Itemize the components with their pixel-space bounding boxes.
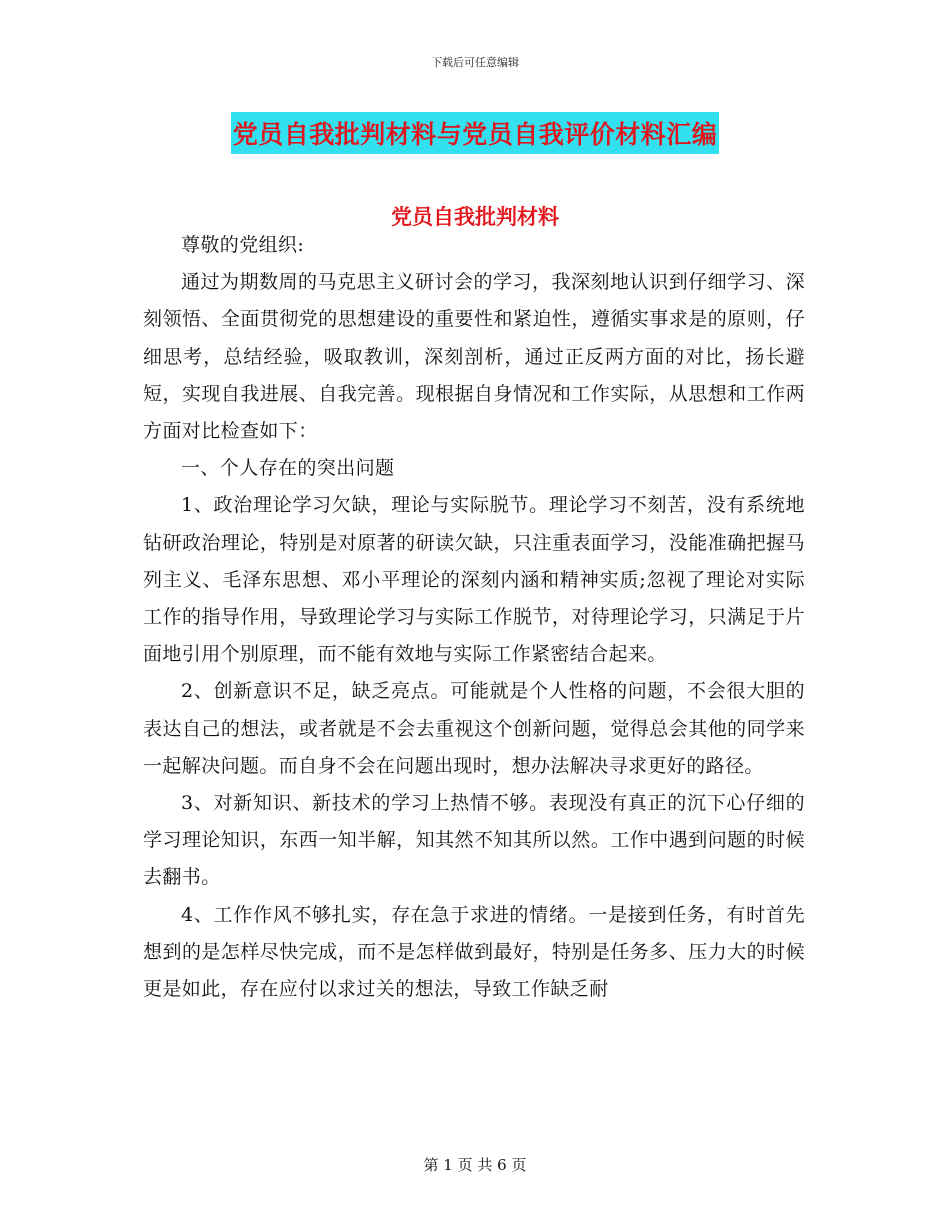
document-body xyxy=(143,227,805,1008)
section-title: 党员自我批判材料 xyxy=(391,204,559,229)
salutation: 尊敬的党组织: xyxy=(181,234,305,256)
paragraph-item-1: 1、政治理论学习欠缺，理论与实际脱节。理论学习不刻苦，没有系统地钻研政治理论，特别是对原著的研读欠缺，只注重表面学习，没能准确把握马列主义、毛泽东思想、邓小平理论的深刻内涵和精神实质;忽视了理论对实际工作的指导作用，导致理论学习与实际工作脱节，对待理论学习，只满足于片面地引用个别原理，而不能有效地与实际工作紧密结合起来。 xyxy=(143,494,805,666)
document-title-text: 党员自我批判材料与党员自我评价材料汇编 xyxy=(231,112,720,154)
header-note: 下载后可任意编辑 xyxy=(431,56,519,69)
document-title xyxy=(0,112,950,154)
paragraph-item-3: 3、对新知识、新技术的学习上热情不够。表现没有真正的沉下心仔细的学习理论知识，东西一知半解，知其然不知其所以然。工作中遇到问题的时候去翻书。 xyxy=(143,792,805,889)
section-heading: 一、个人存在的突出问题 xyxy=(181,457,395,480)
intro-paragraph: 通过为期数周的马克思主义研讨会的学习，我深刻地认识到仔细学习、深刻领悟、全面贯彻党的思想建设的重要性和紧迫性，遵循实事求是的原则，仔细思考，总结经验，吸取教训，深刻剖析，通过正反两方面的对比，扬长避短，实现自我进展、自我完善。现根据自身情况和工作实际，从思想和工作两方面对比检查如下： xyxy=(143,271,805,443)
page-number: 第 1 页 共 6 页 xyxy=(423,1156,527,1174)
paragraph-item-4: 4、工作作风不够扎实，存在急于求进的情绪。一是接到任务，有时首先想到的是怎样尽快完成，而不是怎样做到最好，特别是任务多、压力大的时候更是如此，存在应付以求过关的想法，导致工作缺乏耐 xyxy=(143,903,805,1001)
paragraph-item-2: 2、创新意识不足，缺乏亮点。可能就是个人性格的问题，不会很大胆的表达自己的想法，或者就是不会去重视这个创新问题，觉得总会其他的同学来一起解决问题。而自身不会在问题出现时，想办法解决寻求更好的路径。 xyxy=(143,680,805,777)
